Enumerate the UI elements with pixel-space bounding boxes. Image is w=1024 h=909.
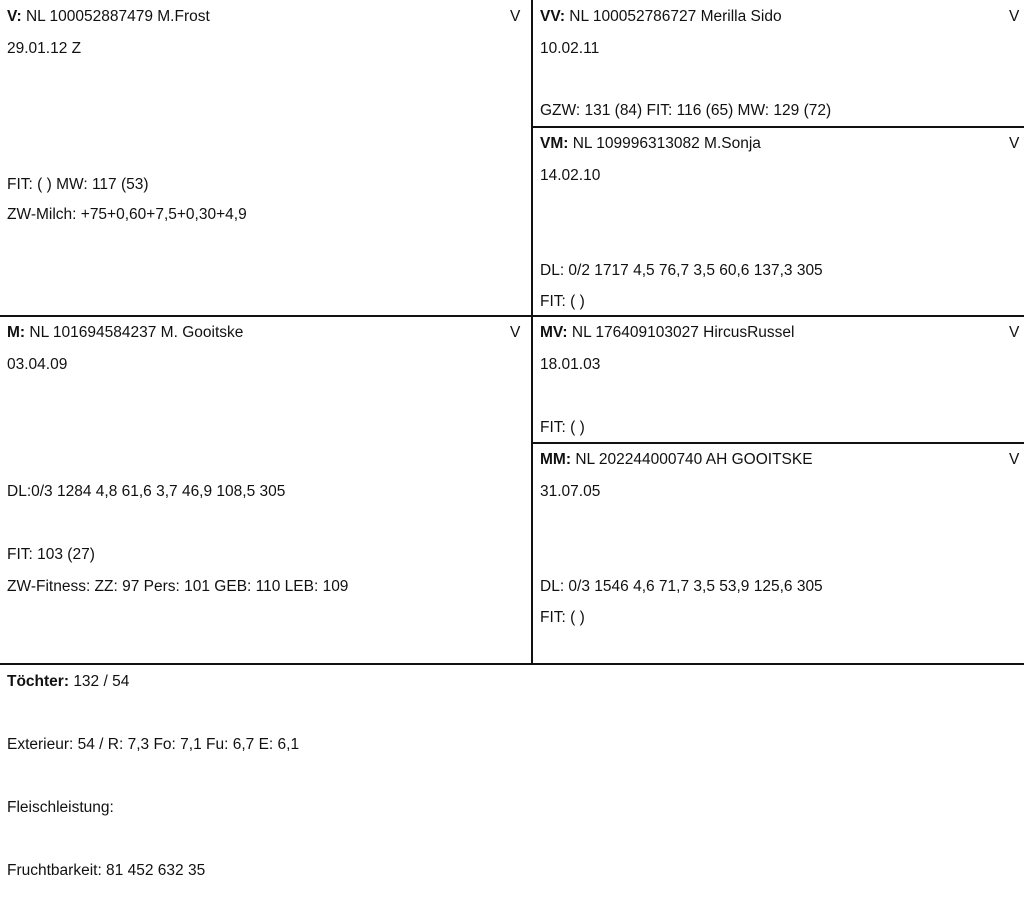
vm-mark: V [1009,135,1020,152]
toechter-line [7,673,129,691]
mm-dl: DL: 0/3 1546 4,6 71,7 3,5 53,9 125,6 305 [540,578,823,595]
exterieur-line: Exterieur: 54 / R: 7,3 Fo: 7,1 Fu: 6,7 E: 6,1 [7,736,300,753]
m-fit: FIT: 103 (27) [7,546,95,563]
vm-id: NL 109996313082 M.Sonja [572,135,761,152]
vm-label: VM: [540,135,569,152]
mm-mark: V [1009,451,1020,468]
vm-dl: DL: 0/2 1717 4,5 76,7 3,5 60,6 137,3 305 [540,262,823,279]
mv-label: MV: [540,324,568,341]
toechter-label: Töchter: [7,673,69,690]
vm-header [540,135,761,153]
divider-mv-mm [532,442,1024,444]
divider-vv-vm [532,126,1024,128]
fleischleistung-line: Fleischleistung: [7,799,114,816]
v-zw-milch: ZW-Milch: +75+0,60+7,5+0,30+4,9 [7,206,247,223]
m-date: 03.04.09 [7,356,68,373]
m-mark: V [510,324,521,341]
mv-fit: FIT: ( ) [540,419,585,436]
vm-fit: FIT: ( ) [540,293,585,310]
v-id: NL 100052887479 M.Frost [25,8,210,25]
mm-id: NL 202244000740 AH GOOITSKE [575,451,813,468]
mm-date: 31.07.05 [540,483,601,500]
v-label: V: [7,8,22,25]
vv-label: VV: [540,8,565,25]
mm-fit: FIT: ( ) [540,609,585,626]
vm-date: 14.02.10 [540,167,601,184]
v-mark: V [510,8,521,25]
vv-gzw: GZW: 131 (84) FIT: 116 (65) MW: 129 (72) [540,102,832,119]
mv-mark: V [1009,324,1020,341]
v-header [7,8,210,26]
vv-mark: V [1009,8,1020,25]
toechter-value: 132 / 54 [73,673,130,690]
mm-header [540,451,813,469]
mv-id: NL 176409103027 HircusRussel [571,324,795,341]
vv-date: 10.02.11 [540,40,600,57]
v-date: 29.01.12 Z [7,40,82,57]
divider-top-bottom [0,315,1024,317]
m-id: NL 101694584237 M. Gooitske [29,324,244,341]
m-header [7,324,243,342]
mv-header [540,324,794,342]
vv-header [540,8,782,26]
m-dl: DL:0/3 1284 4,8 61,6 3,7 46,9 108,5 305 [7,483,286,500]
divider-pedigree-footer [0,663,1024,665]
m-zw-fitness: ZW-Fitness: ZZ: 97 Pers: 101 GEB: 110 LEB: 109 [7,578,349,595]
mv-date: 18.01.03 [540,356,601,373]
mm-label: MM: [540,451,571,468]
vv-id: NL 100052786727 Merilla Sido [569,8,782,25]
v-fit: FIT: ( ) MW: 117 (53) [7,176,149,193]
m-label: M: [7,324,26,341]
fruchtbarkeit-line: Fruchtbarkeit: 81 452 632 35 [7,862,206,879]
center-vertical-divider [531,0,533,665]
